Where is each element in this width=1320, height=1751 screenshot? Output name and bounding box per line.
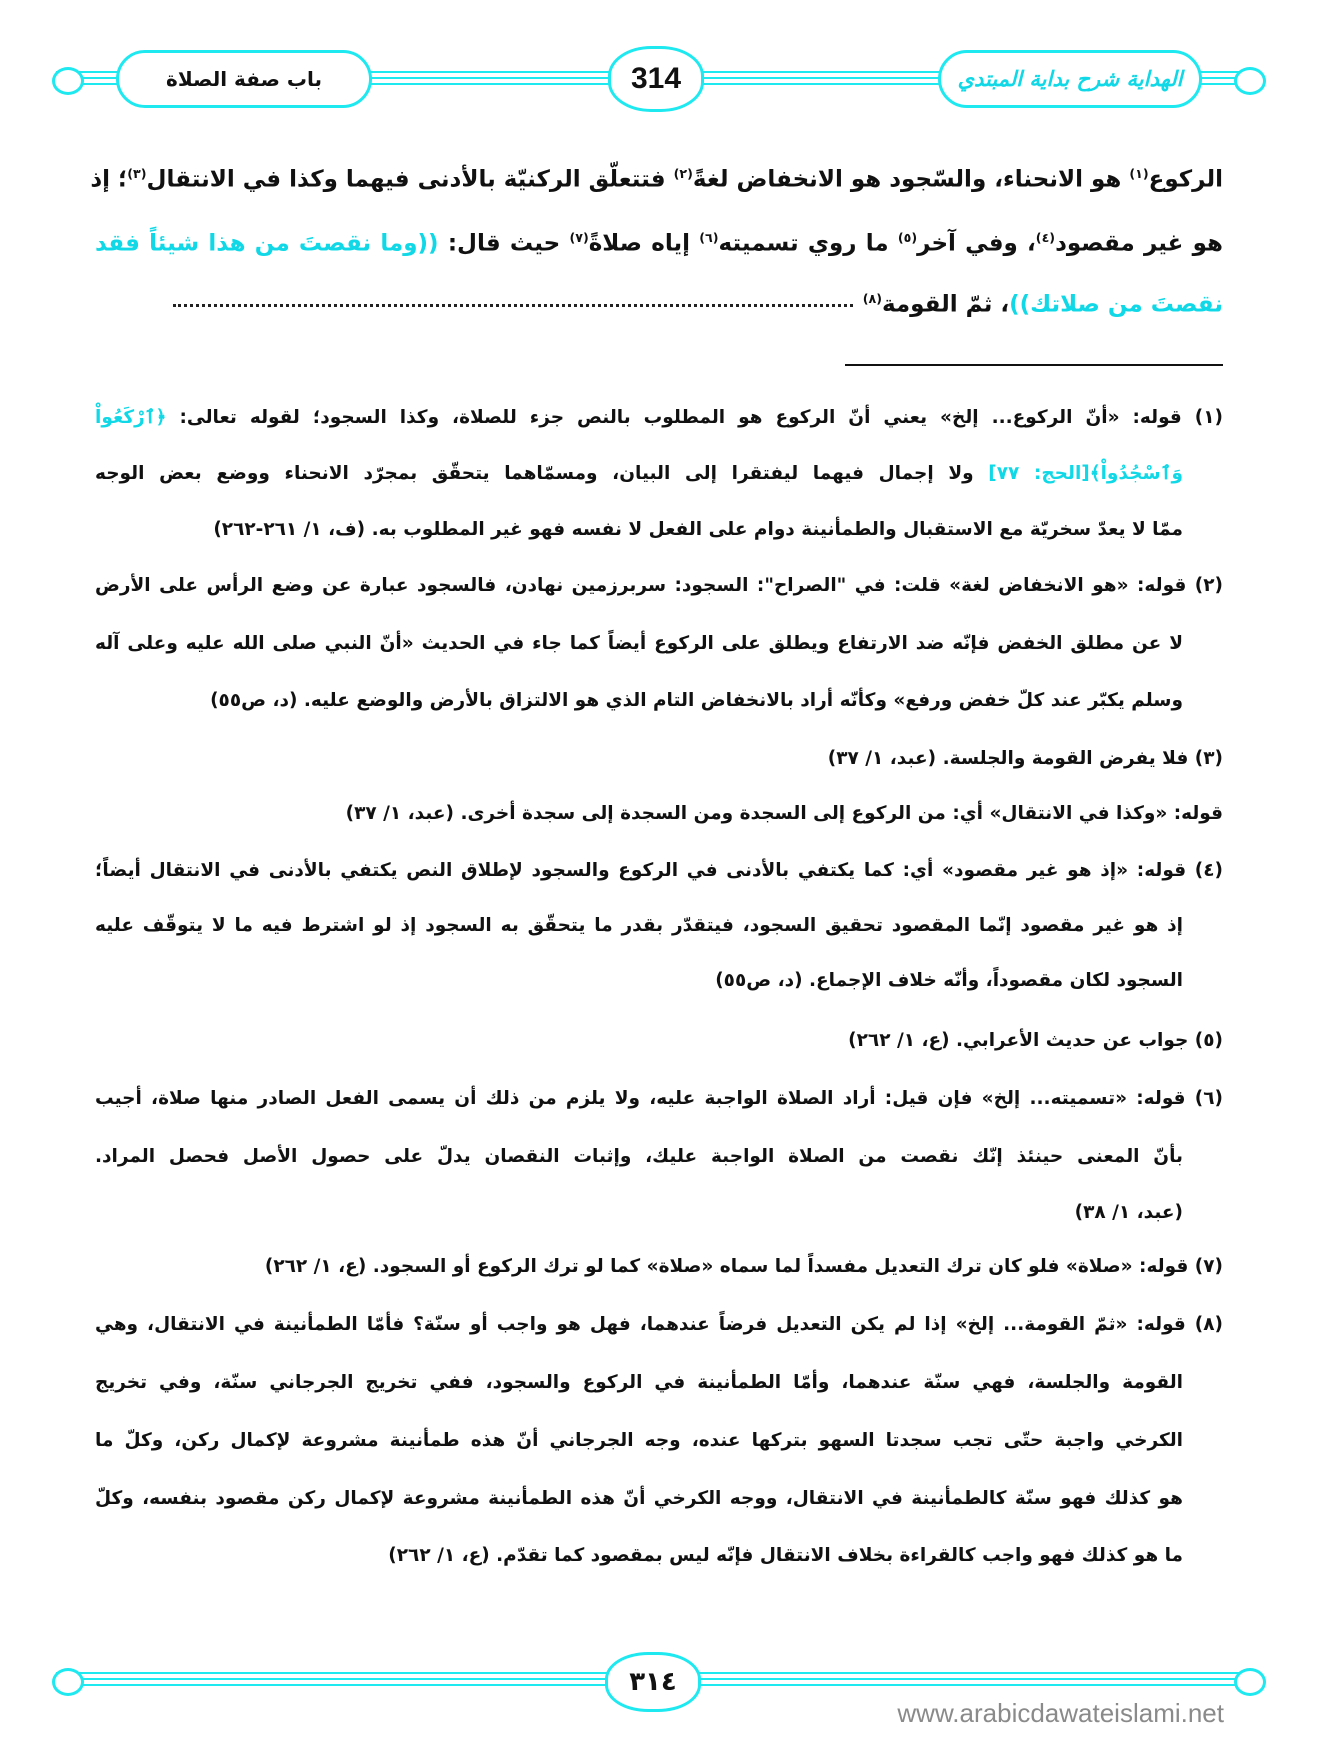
quoted-text: ((وما نقصتَ من هذا شيئاً فقد xyxy=(95,230,439,257)
line-text: القومة والجلسة، فهي سنّة عندهما، وأمّا الطمأنينة في الركوع والسجود، ففي تخريج الجرجاني سنّة، وفي تخريج xyxy=(95,1372,1183,1393)
line-text: ولا إجمال فيهما ليفتقرا إلى البيان، ومسمّاهما يتحقّق بمجرّد الانحناء ووضع بعض الوجه xyxy=(95,463,989,484)
line-text: (٢) قوله: «هو الانخفاض لغة» قلت: في "الصراح": السجود: سربرزمين نهادن، فالسجود عبارة عن وضع الرأس على الأرض xyxy=(95,575,1223,596)
line-text: إذ هو غير مقصود إنّما المقصود تحقيق السجود، فيتقدّر بقدر ما يتحقّق به السجود إذ لو اشترط فيه ما لا يتوقّف عليه xyxy=(95,915,1183,936)
line-text: فتتعلّق الركنيّة بالأدنى فيهما وكذا في الانتقال xyxy=(146,166,674,193)
footnote-line xyxy=(346,803,1223,824)
dotted-leader xyxy=(173,304,853,307)
footnote-line xyxy=(1075,1202,1183,1223)
ornament-endcap xyxy=(1234,67,1266,95)
line-text: (٤) قوله: «إذ هو غير مقصود» أي: كما يكتفي بالأدنى في الركوع والسجود لإطلاق النص يكتفي بالأدنى في الانتقال أيضاً؛ xyxy=(95,860,1223,881)
text-line xyxy=(90,166,1223,193)
line-text: هو غير مقصود xyxy=(1055,230,1223,257)
footnote-line xyxy=(95,1314,1223,1335)
line-text: قوله: «وكذا في الانتقال» أي: من الركوع إلى السجدة ومن السجدة إلى سجدة أخرى. (عبد، ١/ ٣٧) xyxy=(345,803,1223,824)
quoted-text: نقصتَ من صلاتك)) xyxy=(1009,291,1223,318)
line-text: (٧) قوله: «صلاة» فلو كان ترك التعديل مفسداً لما سماه «صلاة» كما لو ترك الركوع أو السجود. (ع، ١/ ٢٦٢) xyxy=(264,1256,1223,1277)
footnote-line xyxy=(828,748,1223,769)
line-text: السجود لكان مقصوداً، وأنّه خلاف الإجماع. (د، ص٥٥) xyxy=(715,970,1183,991)
website-url[interactable]: www.arabicdawateislami.net xyxy=(897,1698,1224,1728)
footnote-line xyxy=(95,1488,1183,1509)
line-text: (عبد، ١/ ٣٨) xyxy=(1074,1202,1183,1223)
book-title: الهداية شرح بداية المبتدي xyxy=(957,67,1183,91)
footnote-line xyxy=(95,633,1183,654)
line-text: ما روي تسميته xyxy=(718,230,898,257)
footnote-line xyxy=(95,1088,1223,1109)
line-text: ما هو كذلك فهو واجب كالقراءة بخلاف الانتقال فإنّه ليس بمقصود كما تقدّم. (ع، ١/ ٢٦٢) xyxy=(388,1545,1183,1566)
footnote-marker[interactable]: (٢) xyxy=(673,166,693,181)
line-text: الركوع xyxy=(1148,166,1223,193)
footnote-line xyxy=(265,1256,1223,1277)
line-text: إياه صلاةً xyxy=(588,230,700,257)
line-text: الكرخي واجبة حتّى تجب سجدتا السهو بتركها عنده، وجه الجرجاني أنّ هذه طمأنينة مشروعة لإكمال ركن، وكلّ ما xyxy=(95,1430,1183,1451)
footnote-separator xyxy=(845,364,1223,366)
footnote-marker[interactable]: (٥) xyxy=(897,230,918,245)
line-text: (١) قوله: «أنّ الركوع... إلخ» يعني أنّ الركوع هو المطلوب بالنص جزء للصلاة، وكذا السجود؛ لقوله تعالى: xyxy=(166,407,1223,428)
page-number: 314 xyxy=(630,62,682,95)
footnote-line xyxy=(95,407,1223,428)
footnote-marker[interactable]: (٧) xyxy=(569,230,589,245)
footnote-marker[interactable]: (٣) xyxy=(127,166,147,181)
line-text: ، ثمّ القومة xyxy=(881,291,1010,318)
footnote-line xyxy=(95,1430,1183,1451)
footnote-line xyxy=(210,690,1183,711)
footnote-line xyxy=(95,860,1223,881)
line-text: (٣) فلا يفرض القومة والجلسة. (عبد، ١/ ٣٧) xyxy=(827,748,1223,769)
footer-page-number: ٣١٤ xyxy=(629,1667,677,1697)
footnote-line xyxy=(95,463,1183,484)
footnote-marker[interactable]: (٤) xyxy=(1035,230,1056,245)
ornament-endcap xyxy=(52,1668,84,1696)
text-line xyxy=(95,230,1223,257)
ornament-endcap xyxy=(52,67,84,95)
footnote-marker[interactable]: (١) xyxy=(1129,166,1149,181)
ornament-endcap xyxy=(1234,1668,1266,1696)
footnote-line xyxy=(388,1545,1183,1566)
book-title-box xyxy=(938,50,1202,108)
footnote-line xyxy=(95,915,1183,936)
line-text: هو كذلك فهو سنّة كالطمأنينة في الانتقال، ووجه الكرخي أنّ هذه الطمأنينة مشروعة لإكمال ركن مقصود بنفسه، وكلّ xyxy=(95,1488,1183,1509)
line-text: حيث قال: xyxy=(438,230,570,257)
footnote-marker[interactable]: (٦) xyxy=(699,230,719,245)
line-text: ، وفي آخر xyxy=(917,230,1036,257)
line-text: هو الانحناء، والسّجود هو الانخفاض لغةً xyxy=(692,166,1130,193)
line-text: بأنّ المعنى حينئذ إنّك نقصت من الصلاة الواجبة عليك، وإثبات النقصان يدلّ على حصول الأصل فحصل المراد. xyxy=(95,1146,1183,1167)
footnote-marker[interactable]: (٨) xyxy=(862,291,882,306)
footnote-line xyxy=(848,1030,1223,1051)
line-text: ؛ إذ xyxy=(90,166,128,193)
footnote-line xyxy=(95,575,1223,596)
quoted-text: وَٱسْجُدُواْ﴾[الحج: ٧٧] xyxy=(988,463,1183,484)
line-text: (٥) جواب عن حديث الأعرابي. (ع، ١/ ٢٦٢) xyxy=(848,1030,1223,1051)
line-text: (٨) قوله: «ثمّ القومة... إلخ» إذا لم يكن التعديل فرضاً عندهما، فهل هو واجب أو سنّة؟ فأمّا الطمأنينة في الانتقال، وهي xyxy=(95,1314,1223,1335)
footnote-line xyxy=(95,1372,1183,1393)
footnote-line xyxy=(95,1146,1183,1167)
footer-page-number-box xyxy=(605,1652,701,1712)
line-text: (٦) قوله: «تسميته... إلخ» فإن قيل: أراد الصلاة الواجبة عليه، ولا يلزم من ذلك أن يسمى الفعل الصادر منها صلاة، أجيب xyxy=(95,1088,1223,1109)
chapter-title-box xyxy=(116,50,372,108)
footnote-line xyxy=(715,970,1183,991)
quoted-text: ﴿ٱرْكَعُواْ xyxy=(95,407,167,428)
chapter-title: باب صفة الصلاة xyxy=(166,67,322,91)
line-text: وسلم يكبّر عند كلّ خفض ورفع» وكأنّه أراد بالانخفاض التام الذي هو الالتزاق بالأرض والوضع عليه. (د، ص٥٥) xyxy=(210,690,1183,711)
text-line xyxy=(173,291,1223,318)
footnote-line xyxy=(213,519,1183,540)
line-text: لا عن مطلق الخفض فإنّه ضد الارتفاع ويطلق على الركوع أيضاً كما جاء في الحديث «أنّ النبي صلى الله عليه وعلى آله xyxy=(95,633,1183,654)
line-text: ممّا لا يعدّ سخريّة مع الاستقبال والطمأنينة دوام على الفعل لا نفسه فهو غير المطلوب به. (ف، ١/ ٢٦١-٢٦٢) xyxy=(213,519,1183,540)
page-number-box xyxy=(608,46,704,112)
